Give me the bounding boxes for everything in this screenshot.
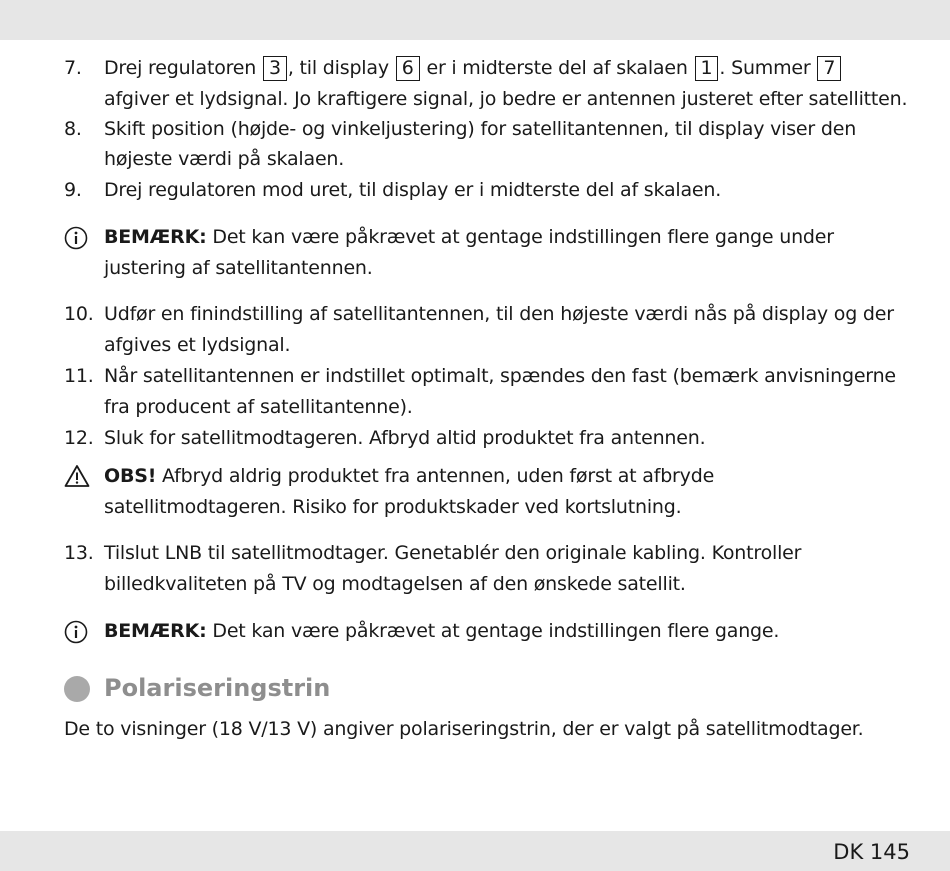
step-text-line: højeste værdi på skalaen. (104, 148, 345, 170)
warning-triangle-icon (64, 464, 90, 488)
part-reference-1: 1 (695, 56, 719, 81)
note-text-line: justering af satellitantennen. (104, 257, 373, 279)
warning-text: Afbryd aldrig produktet fra antennen, uden først at afbryde (156, 465, 715, 487)
step-number: 11. (64, 365, 94, 387)
note-text: Det kan være påkrævet at gentage indstillingen flere gange under (206, 226, 834, 248)
step-text-line: Tilslut LNB til satellitmodtager. Genetablér den originale kabling. Kontroller (104, 542, 802, 564)
step-text-line: afgives et lydsignal. (104, 334, 291, 356)
step-text-line: Drej regulatoren mod uret, til display er i midterste del af skalaen. (104, 179, 722, 201)
warning-label: OBS! (104, 465, 157, 487)
step-number: 13. (64, 542, 94, 564)
warning-text-line: satellitmodtageren. Risiko for produktskader ved kortslutning. (104, 496, 682, 518)
step-text-line: Sluk for satellitmodtageren. Afbryd altid produktet fra antennen. (104, 427, 706, 449)
step-number: 10. (64, 303, 94, 325)
top-band (0, 0, 950, 40)
warning-text-line (104, 461, 714, 492)
section-heading: Polariseringstrin (104, 674, 331, 702)
part-reference-6: 6 (396, 56, 420, 81)
note-label: BEMÆRK: (104, 620, 207, 642)
step-text-line: Når satellitantennen er indstillet optimalt, spændes den fast (bemærk anvisningerne (104, 365, 896, 387)
step-text-line: billedkvaliteten på TV og modtagelsen af den ønskede satellit. (104, 573, 686, 595)
step-text-segment: Drej regulatoren (104, 57, 262, 79)
step-text-line: Udfør en finindstilling af satellitantennen, til den højeste værdi nås på display og der (104, 303, 894, 325)
note-text-line (104, 616, 779, 647)
step-text-line: Skift position (højde- og vinkeljustering) for satellitantennen, til display viser den (104, 118, 857, 140)
note-label: BEMÆRK: (104, 226, 207, 248)
step-text-line: afgiver et lydsignal. Jo kraftigere signal, jo bedre er antennen justeret efter satellitten. (104, 88, 908, 110)
step-text-line (104, 53, 842, 84)
step-text-segment: , til display (287, 57, 395, 79)
part-reference-7: 7 (817, 56, 841, 81)
step-number: 9. (64, 179, 82, 201)
step-text-line: fra producent af satellitantenne). (104, 396, 413, 418)
step-number: 8. (64, 118, 82, 140)
step-text-segment: . Summer (719, 57, 817, 79)
step-number: 7. (64, 57, 82, 79)
step-number: 12. (64, 427, 94, 449)
step-text-segment: er i midterste del af skalaen (420, 57, 694, 79)
page-number: DK 145 (833, 840, 910, 864)
note-text: Det kan være påkrævet at gentage indstillingen flere gange. (206, 620, 780, 642)
section-bullet-icon (64, 676, 90, 702)
info-icon (64, 620, 88, 644)
body-paragraph: De to visninger (18 V/13 V) angiver polariseringstrin, der er valgt på satellitmodtager. (64, 718, 864, 740)
part-reference-3: 3 (263, 56, 287, 81)
footer-band (0, 831, 950, 871)
info-icon (64, 226, 88, 250)
note-text-line (104, 222, 834, 253)
